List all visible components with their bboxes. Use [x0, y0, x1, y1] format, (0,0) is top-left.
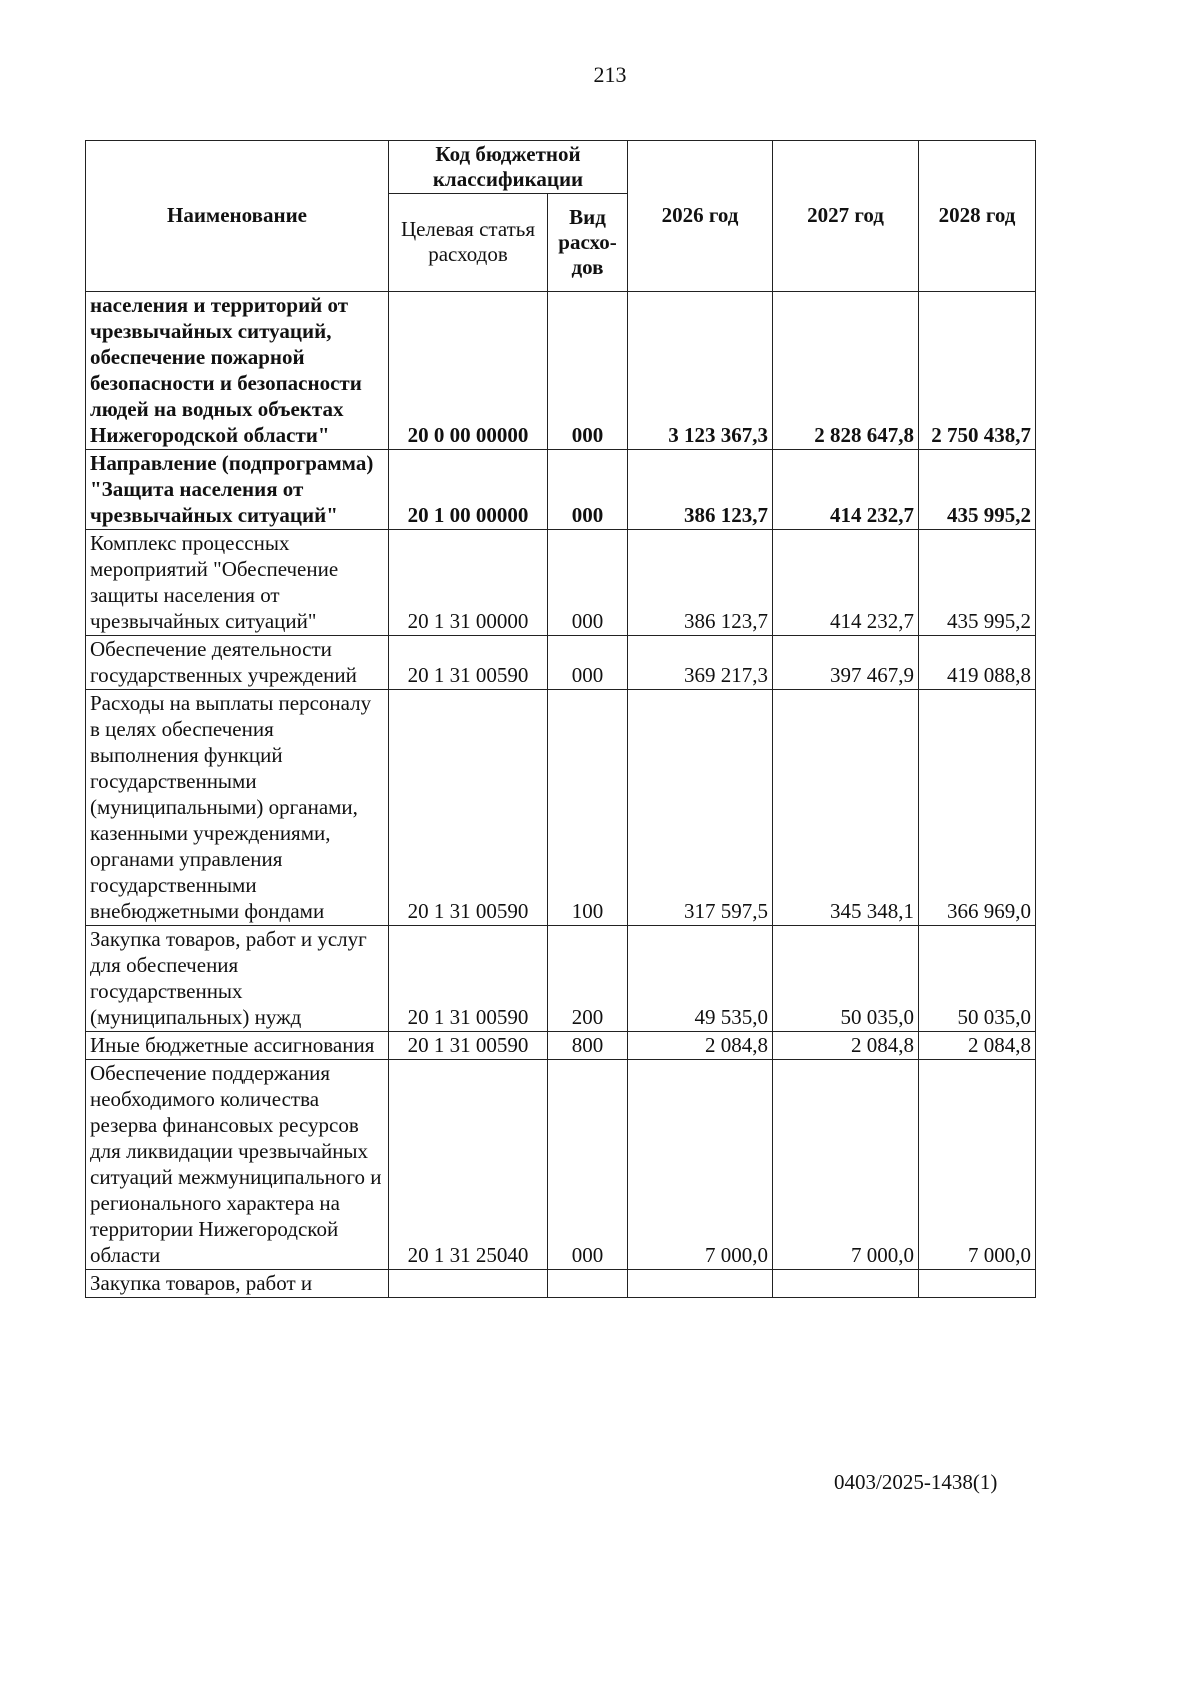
table-row — [86, 690, 1036, 926]
row-target-article: 20 1 31 00000 — [389, 530, 548, 636]
row-target-article: 20 1 31 00590 — [389, 926, 548, 1032]
row-value-2028 — [919, 1270, 1036, 1298]
budget-table — [85, 140, 1036, 1298]
row-value-2028: 2 084,8 — [919, 1032, 1036, 1060]
table-row — [86, 636, 1036, 690]
row-expense-type: 000 — [548, 530, 628, 636]
row-expense-type: 000 — [548, 292, 628, 450]
table-row — [86, 1060, 1036, 1270]
row-value-2026: 317 597,5 — [628, 690, 773, 926]
row-value-2028: 50 035,0 — [919, 926, 1036, 1032]
row-target-article: 20 1 31 00590 — [389, 636, 548, 690]
row-value-2027: 345 348,1 — [773, 690, 919, 926]
row-value-2026: 7 000,0 — [628, 1060, 773, 1270]
row-expense-type: 800 — [548, 1032, 628, 1060]
header-name: Наименование — [86, 141, 389, 292]
row-value-2026: 49 535,0 — [628, 926, 773, 1032]
row-value-2027: 414 232,7 — [773, 450, 919, 530]
header-target-article: Целевая статья расходов — [389, 194, 548, 292]
table-row — [86, 292, 1036, 450]
row-value-2026: 386 123,7 — [628, 530, 773, 636]
row-expense-type: 200 — [548, 926, 628, 1032]
row-value-2026: 2 084,8 — [628, 1032, 773, 1060]
row-value-2026: 386 123,7 — [628, 450, 773, 530]
header-expense-type: Вид расхо-дов — [548, 194, 628, 292]
page-number: 213 — [593, 62, 627, 87]
row-value-2028: 419 088,8 — [919, 636, 1036, 690]
row-value-2027: 7 000,0 — [773, 1060, 919, 1270]
row-expense-type — [548, 1270, 628, 1298]
table-body — [86, 292, 1036, 1298]
row-target-article: 20 1 00 00000 — [389, 450, 548, 530]
row-expense-type: 000 — [548, 450, 628, 530]
row-value-2027: 414 232,7 — [773, 530, 919, 636]
row-value-2026 — [628, 1270, 773, 1298]
row-value-2028: 366 969,0 — [919, 690, 1036, 926]
row-expense-type: 100 — [548, 690, 628, 926]
table-row — [86, 1032, 1036, 1060]
header-2028: 2028 год — [919, 141, 1036, 292]
header-2026: 2026 год — [628, 141, 773, 292]
row-value-2028: 2 750 438,7 — [919, 292, 1036, 450]
row-target-article: 20 0 00 00000 — [389, 292, 548, 450]
row-expense-type: 000 — [548, 1060, 628, 1270]
table-row — [86, 530, 1036, 636]
row-value-2026: 3 123 367,3 — [628, 292, 773, 450]
header-code-group: Код бюджетной классификации — [389, 141, 628, 194]
row-expense-type: 000 — [548, 636, 628, 690]
row-target-article: 20 1 31 00590 — [389, 1032, 548, 1060]
row-name: Закупка товаров, работ и — [86, 1270, 389, 1298]
row-target-article: 20 1 31 25040 — [389, 1060, 548, 1270]
table-row — [86, 450, 1036, 530]
row-target-article: 20 1 31 00590 — [389, 690, 548, 926]
row-name: Иные бюджетные ассигнования — [86, 1032, 389, 1060]
row-value-2027: 2 084,8 — [773, 1032, 919, 1060]
row-value-2027: 2 828 647,8 — [773, 292, 919, 450]
row-value-2028: 435 995,2 — [919, 450, 1036, 530]
row-name: Расходы на выплаты персоналу в целях обеспечения выполнения функций государственными (муниципальными) органами, казенными учреждениями, органами управления государственными внебюджетными фондами — [86, 690, 389, 926]
row-value-2028: 435 995,2 — [919, 530, 1036, 636]
row-name: Обеспечение поддержания необходимого количества резерва финансовых ресурсов для ликвидации чрезвычайных ситуаций межмуниципального и регионального характера на территории Нижегородской области — [86, 1060, 389, 1270]
row-value-2027: 397 467,9 — [773, 636, 919, 690]
row-target-article — [389, 1270, 548, 1298]
row-name: Обеспечение деятельности государственных учреждений — [86, 636, 389, 690]
row-name: Комплекс процессных мероприятий "Обеспечение защиты населения от чрезвычайных ситуаций" — [86, 530, 389, 636]
document-code: 0403/2025-1438(1) — [834, 1470, 998, 1494]
table-row — [86, 926, 1036, 1032]
row-name: Закупка товаров, работ и услуг для обеспечения государственных (муниципальных) нужд — [86, 926, 389, 1032]
row-value-2026: 369 217,3 — [628, 636, 773, 690]
row-name: населения и территорий от чрезвычайных ситуаций, обеспечение пожарной безопасности и безопасности людей на водных объектах Нижегородской области" — [86, 292, 389, 450]
row-name: Направление (подпрограмма) "Защита населения от чрезвычайных ситуаций" — [86, 450, 389, 530]
row-value-2027 — [773, 1270, 919, 1298]
row-value-2028: 7 000,0 — [919, 1060, 1036, 1270]
header-2027: 2027 год — [773, 141, 919, 292]
row-value-2027: 50 035,0 — [773, 926, 919, 1032]
table-row — [86, 1270, 1036, 1298]
